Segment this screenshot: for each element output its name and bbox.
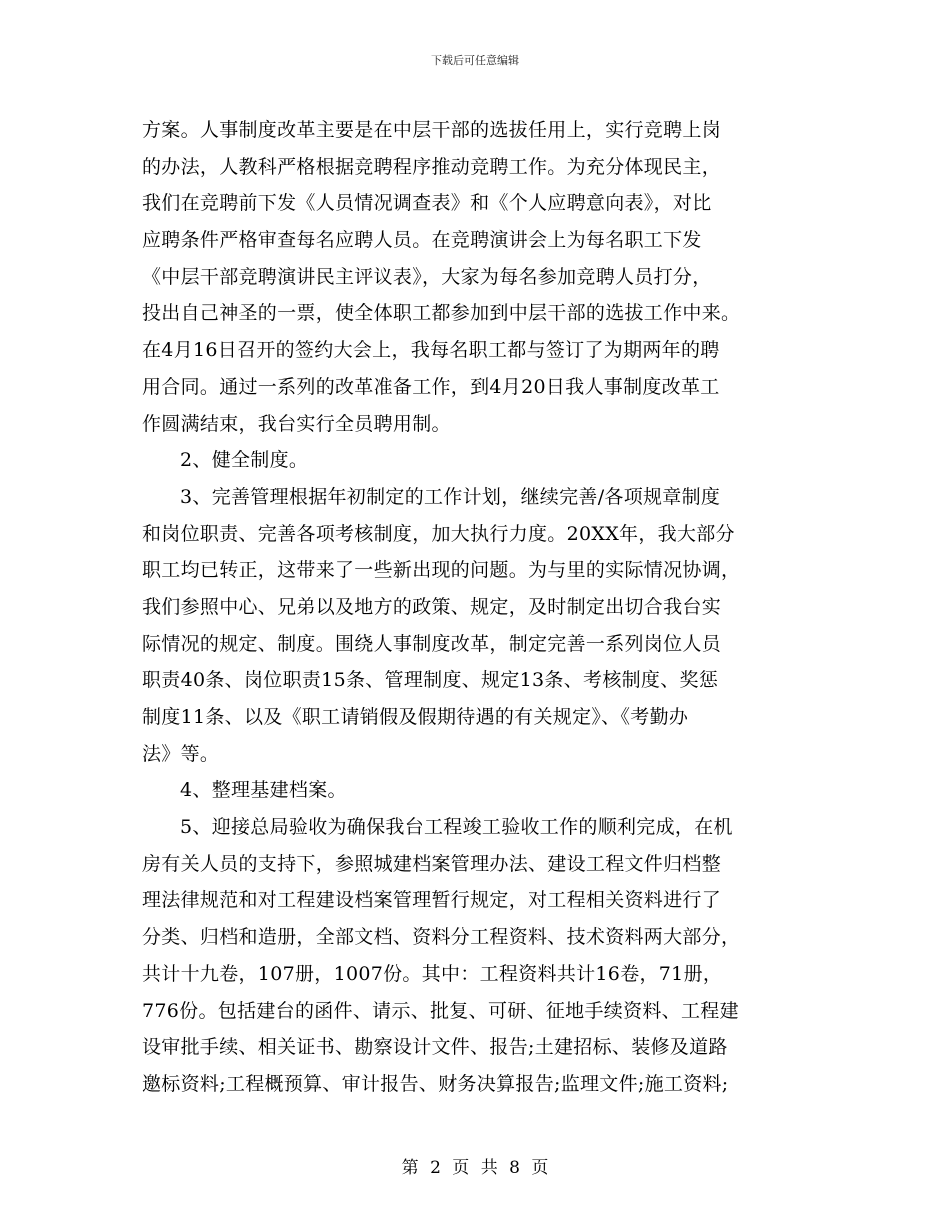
page-footer: 第 2 页 共 8 页 xyxy=(401,1158,549,1178)
text-line: 用合同。通过一系列的改革准备工作，到4月20日我人事制度改革工 xyxy=(142,375,720,398)
text-line: 分类、归档和造册，全部文档、资料分工程资料、技术资料两大部分， xyxy=(142,926,741,949)
text-line: 3、完善管理根据年初制定的工作计划，继续完善/各项规章制度 xyxy=(180,485,721,508)
text-line: 2、健全制度。 xyxy=(180,449,309,472)
text-line: 职工均已转正，这带来了一些新出现的问题。为与里的实际情况协调， xyxy=(142,559,741,582)
text-line: 我们参照中心、兄弟以及地方的政策、规定，及时制定出切合我台实 xyxy=(142,595,722,618)
text-line: 职责40条、岗位职责15条、管理制度、规定13条、考核制度、奖惩 xyxy=(142,669,719,692)
text-line: 设审批手续、相关证书、勘察设计文件、报告;土建招标、装修及道路 xyxy=(142,1036,728,1059)
text-line: 房有关人员的支持下，参照城建档案管理办法、建设工程文件归档整 xyxy=(142,852,722,875)
text-line: 制度11条、以及《职工请销假及假期待遇的有关规定》、《考勤办 xyxy=(142,706,689,728)
page-header: 下载后可任意编辑 xyxy=(431,54,519,67)
text-line: 我们在竞聘前下发《人员情况调查表》和《个人应聘意向表》，对比 xyxy=(142,192,712,215)
text-line: 理法律规范和对工程建设档案管理暂行规定，对工程相关资料进行了 xyxy=(142,889,722,912)
text-line: 5、迎接总局验收为确保我台工程竣工验收工作的顺利完成，在机 xyxy=(180,816,733,839)
text-line: 方案。人事制度改革主要是在中层干部的选拔任用上，实行竞聘上岗 xyxy=(142,119,722,141)
text-line: 投出自己神圣的一票，使全体职工都参加到中层干部的选拔工作中来。 xyxy=(142,302,741,325)
text-line: 际情况的规定、制度。围绕人事制度改革，制定完善一系列岗位人员 xyxy=(142,632,722,655)
text-line: 776份。包括建台的函件、请示、批复、可研、征地手续资料、工程建 xyxy=(142,999,739,1022)
text-line: 4、整理基建档案。 xyxy=(180,779,347,802)
text-line: 共计十九卷，107册，1007份。其中：工程资料共计16卷，71册， xyxy=(142,962,723,985)
text-line: 和岗位职责、完善各项考核制度，加大执行力度。20XX年，我大部分 xyxy=(142,522,735,545)
text-line: 应聘条件严格审查每名应聘人员。在竞聘演讲会上为每名职工下发 xyxy=(142,229,702,252)
text-line: 作圆满结束，我台实行全员聘用制。 xyxy=(142,412,451,435)
text-line: 的办法，人教科严格根据竞聘程序推动竞聘工作。为充分体现民主， xyxy=(142,155,722,178)
text-line: 《中层干部竞聘演讲民主评议表》，大家为每名参加竞聘人员打分， xyxy=(142,265,712,288)
text-line: 在4月16日召开的签约大会上，我每名职工都与签订了为期两年的聘 xyxy=(142,339,720,362)
text-line: 邀标资料;工程概预算、审计报告、财务决算报告;监理文件;施工资料; xyxy=(142,1072,729,1095)
document-body xyxy=(142,112,814,1103)
text-line: 法》等。 xyxy=(142,742,220,765)
